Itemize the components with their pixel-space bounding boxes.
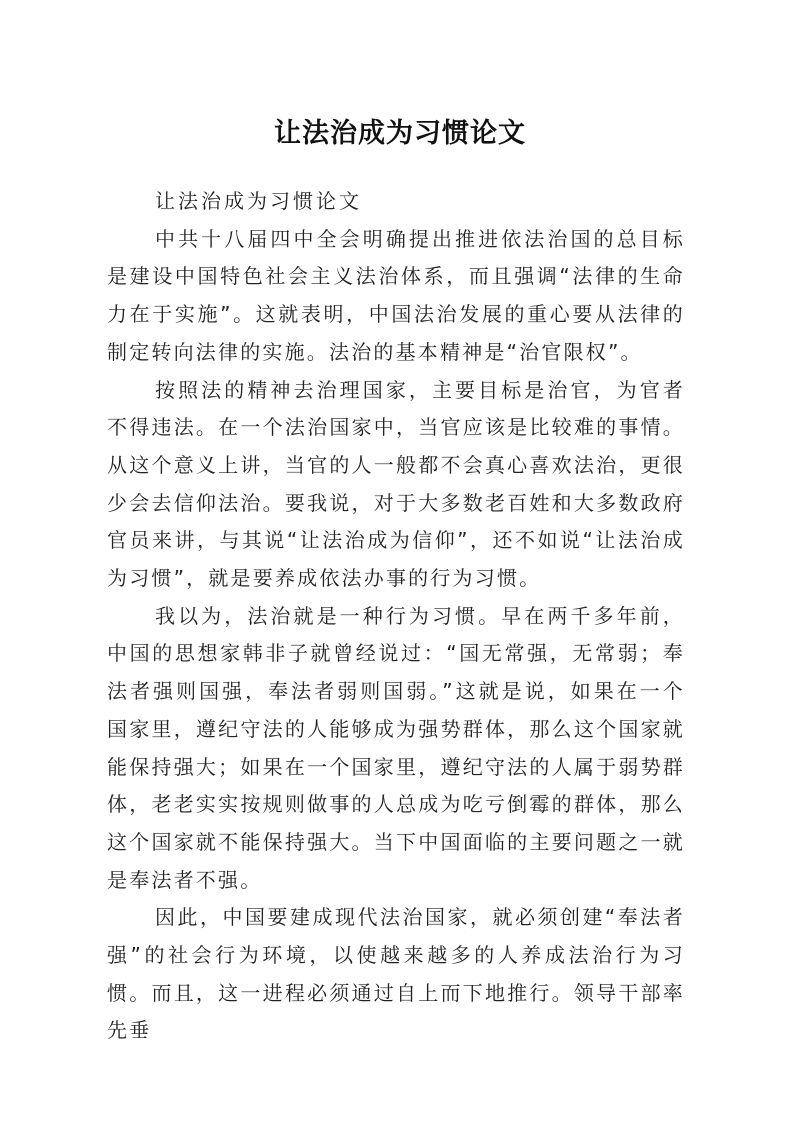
paragraph-3: 我以为，法治就是一种行为习惯。早在两千多年前，中国的思想家韩非子就曾经说过：“国无常强，无常弱；奉法者强则国强，奉法者弱则国弱。”这就是说，如果在一个国家里，遵纪守法的人能够成为强势群体，那么这个国家就能保持强大；如果在一个国家里，遵纪守法的人属于弱势群体，老老实实按规则做事的人总成为吃亏倒霉的群体，那么这个国家就不能保持强大。当下中国面临的主要问题之一就是奉法者不强。: [107, 603, 685, 892]
paragraph-4: 因此，中国要建成现代法治国家，就必须创建“奉法者强”的社会行为环境，以使越来越多的人养成法治行为习惯。而且，这一进程必须通过自上而下地推行。领导干部率先垂: [107, 905, 685, 1043]
paragraph-2: 按照法的精神去治理国家，主要目标是治官，为官者不得违法。在一个法治国家中，当官应该是比较难的事情。从这个意义上讲，当官的人一般都不会真心喜欢法治，更很少会去信仰法治。要我说，对于大多数老百姓和大多数政府官员来讲，与其说“让法治成为信仰”，还不如说“让法治成为习惯”，就是要养成依法办事的行为习惯。: [107, 377, 685, 591]
document-body: [107, 183, 685, 1050]
document-title: 让法治成为习惯论文: [274, 118, 526, 150]
document-subtitle: 让法治成为习惯论文: [155, 189, 362, 213]
paragraph-1: 中共十八届四中全会明确提出推进依法治国的总目标是建设中国特色社会主义法治体系，而且强调“法律的生命力在于实施”。这就表明，中国法治发展的重心要从法律的制定转向法律的实施。法治的基本精神是“治官限权”。: [107, 226, 685, 364]
